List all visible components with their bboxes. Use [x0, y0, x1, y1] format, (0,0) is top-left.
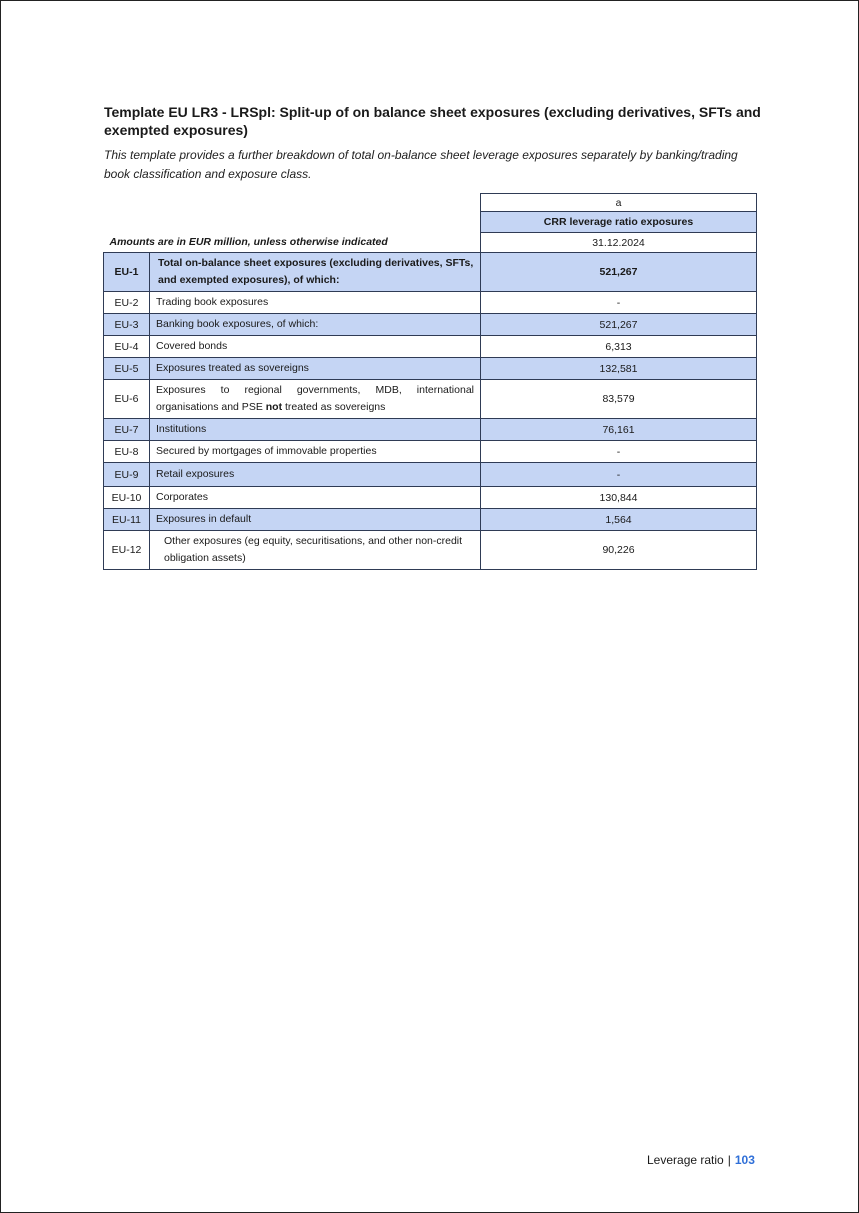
- table-row: [104, 253, 757, 292]
- table-row: [104, 292, 757, 314]
- row-label: [150, 380, 481, 419]
- amounts-note: Amounts are in EUR million, unless otherwise indicated: [104, 233, 481, 253]
- row-code: EU-5: [104, 358, 150, 380]
- row-label: Exposures treated as sovereigns: [150, 358, 481, 380]
- row-code: EU-2: [104, 292, 150, 314]
- page-number: 103: [734, 1153, 755, 1167]
- row-label: Trading book exposures: [150, 292, 481, 314]
- row-code: EU-9: [104, 463, 150, 487]
- row-value: 6,313: [481, 336, 757, 358]
- table-row: [104, 487, 757, 509]
- row-code: EU-4: [104, 336, 150, 358]
- row-label: Retail exposures: [150, 463, 481, 487]
- column-header-row: [104, 212, 757, 233]
- row-label: Total on-balance sheet exposures (excluding derivatives, SFTs, and exempted exposures), of which:: [150, 253, 481, 292]
- row-code: EU-8: [104, 441, 150, 463]
- row-label: Covered bonds: [150, 336, 481, 358]
- row-label: Other exposures (eg equity, securitisations, and other non-credit obligation assets): [150, 531, 481, 570]
- row-code: EU-7: [104, 419, 150, 441]
- column-letter: a: [481, 194, 757, 212]
- row-value: -: [481, 441, 757, 463]
- table-row: [104, 509, 757, 531]
- row-value: 1,564: [481, 509, 757, 531]
- template-description: This template provides a further breakdown of total on-balance sheet leverage exposures separately by banking/trading book classification and exposure class.: [104, 148, 738, 181]
- row-value: 90,226: [481, 531, 757, 570]
- row-value: 83,579: [481, 380, 757, 419]
- row-code: EU-11: [104, 509, 150, 531]
- row-value: 521,267: [481, 314, 757, 336]
- row-value: 130,844: [481, 487, 757, 509]
- table-row: [104, 336, 757, 358]
- row-label: Corporates: [150, 487, 481, 509]
- table-row: [104, 358, 757, 380]
- reporting-date: 31.12.2024: [481, 233, 757, 253]
- table-row: [104, 463, 757, 487]
- row-code: EU-12: [104, 531, 150, 570]
- row-value: -: [481, 463, 757, 487]
- footer-separator: |: [727, 1153, 731, 1167]
- date-row: [104, 233, 757, 253]
- table-row: [104, 419, 757, 441]
- column-letter-row: [104, 194, 757, 212]
- table-row: [104, 441, 757, 463]
- row-code: EU-3: [104, 314, 150, 336]
- row-label: Secured by mortgages of immovable properties: [150, 441, 481, 463]
- table-row: [104, 314, 757, 336]
- lr3-table: [103, 193, 757, 570]
- row-code: EU-10: [104, 487, 150, 509]
- row-label: Institutions: [150, 419, 481, 441]
- row-value: 76,161: [481, 419, 757, 441]
- row-label: Exposures in default: [150, 509, 481, 531]
- row-code: EU-1: [104, 253, 150, 292]
- row-label-part: treated as sovereigns: [282, 401, 386, 413]
- table-row: [104, 531, 757, 570]
- row-value: 132,581: [481, 358, 757, 380]
- page-footer: [647, 1153, 755, 1167]
- footer-section: Leverage ratio: [647, 1153, 724, 1167]
- row-value: 521,267: [481, 253, 757, 292]
- row-value: -: [481, 292, 757, 314]
- page-title: Template EU LR3 - LRSpl: Split-up of on balance sheet exposures (excluding derivatives, SFTs and exempted exposures): [104, 104, 761, 138]
- row-label: Banking book exposures, of which:: [150, 314, 481, 336]
- row-label-part: Exposures to regional governments, MDB, international organisations and PSE: [156, 384, 474, 413]
- row-code: EU-6: [104, 380, 150, 419]
- column-header: CRR leverage ratio exposures: [481, 212, 757, 233]
- row-label-emphasis: not: [265, 401, 283, 413]
- table-row: [104, 380, 757, 419]
